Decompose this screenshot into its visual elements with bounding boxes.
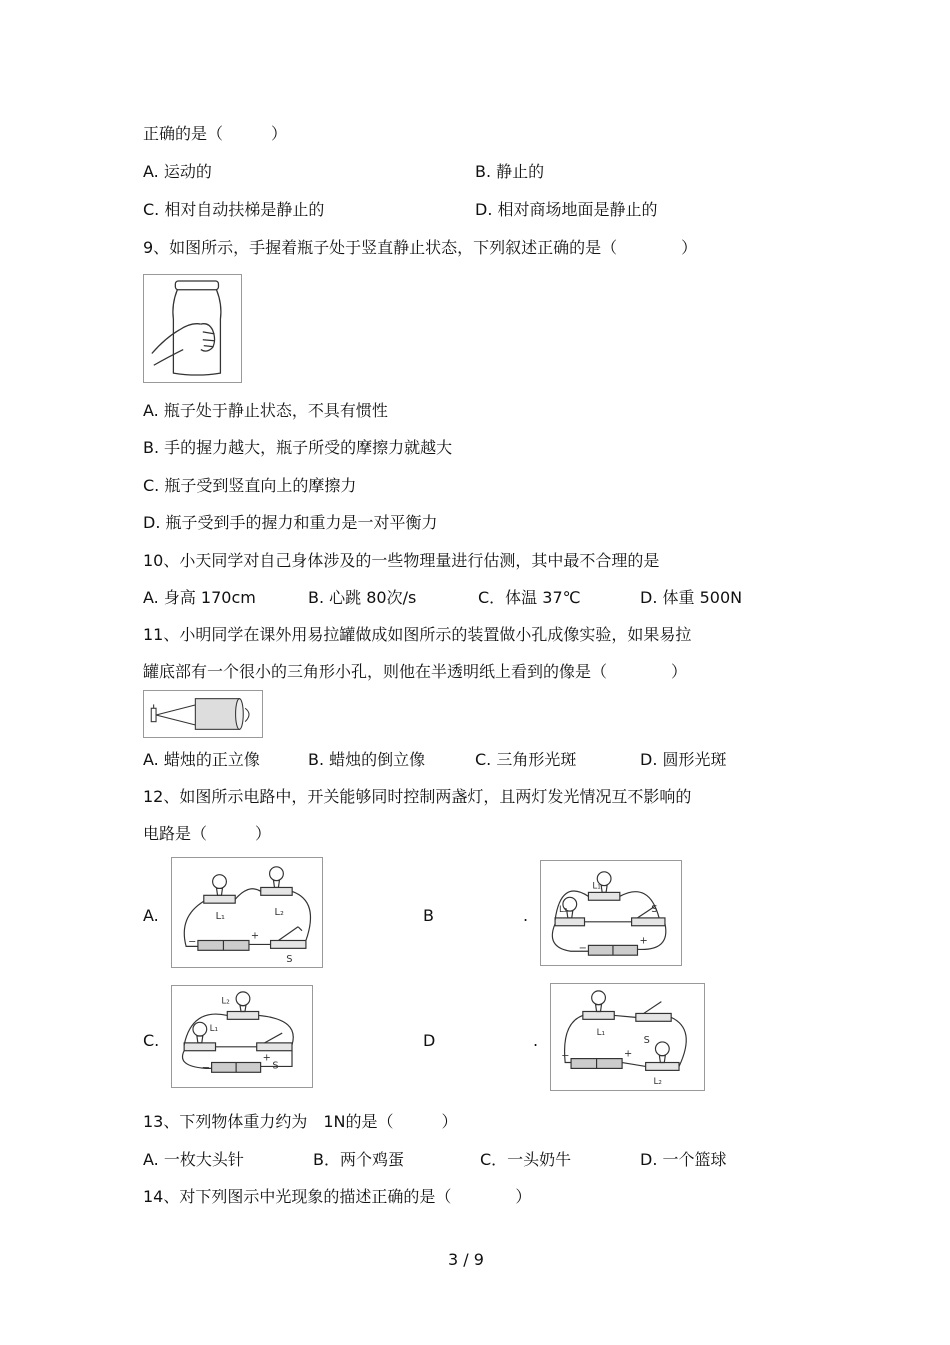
q9-option-a: A. 瓶子处于静止状态，不具有惯性 <box>143 401 388 420</box>
circuit-a-figure <box>171 857 323 968</box>
q13-option-c: C．一头奶牛 <box>480 1150 572 1169</box>
circuit-c-label-l2: L₂ <box>221 996 230 1007</box>
circuit-b-plus: + <box>639 935 648 947</box>
q9-option-c: C. 瓶子受到竖直向上的摩擦力 <box>143 476 357 495</box>
q8-option-c: C. 相对自动扶梯是静止的 <box>143 200 325 219</box>
circuit-d-figure <box>550 983 705 1091</box>
q11-stem-line1: 11、小明同学在课外用易拉罐做成如图所示的装置做小孔成像实验，如果易拉 <box>143 625 692 644</box>
circuit-d-minus: − <box>561 1050 570 1062</box>
q12-label-d: D <box>423 1031 436 1050</box>
q9-stem: 9、如图所示，手握着瓶子处于竖直静止状态，下列叙述正确的是（ ） <box>143 238 698 257</box>
q8-option-d: D. 相对商场地面是静止的 <box>475 200 658 219</box>
q11-stem-line2: 罐底部有一个很小的三角形小孔，则他在半透明纸上看到的像是（ ） <box>143 662 688 681</box>
circuit-b-label-l1: L₁ <box>592 881 601 892</box>
q9-option-b: B. 手的握力越大，瓶子所受的摩擦力就越大 <box>143 438 453 457</box>
q13-option-d: D. 一个篮球 <box>640 1150 727 1169</box>
circuit-b-label-l2: L₂ <box>559 905 568 916</box>
q11-option-d: D. 圆形光斑 <box>640 750 727 769</box>
q9-option-d: D. 瓶子受到手的握力和重力是一对平衡力 <box>143 513 438 532</box>
circuit-b-label-s: S <box>651 904 658 916</box>
q8-option-b: B. 静止的 <box>475 162 545 181</box>
pinhole-can-figure <box>143 690 263 738</box>
q12-label-b-dot: . <box>523 906 529 925</box>
circuit-a-label-s: S <box>286 954 293 966</box>
q13-stem: 13、下列物体重力约为 1N的是（ ） <box>143 1112 458 1131</box>
q10-option-c: C．体温 37℃ <box>478 588 581 607</box>
q11-option-c: C. 三角形光斑 <box>475 750 577 769</box>
circuit-d-plus: + <box>624 1048 633 1060</box>
q14-stem: 14、对下列图示中光现象的描述正确的是（ ） <box>143 1187 532 1206</box>
circuit-d-label-l1: L₁ <box>596 1028 606 1039</box>
circuit-c-figure <box>171 985 313 1088</box>
page-number: 3 / 9 <box>448 1250 484 1269</box>
q10-option-b: B. 心跳 80次/s <box>308 588 417 607</box>
q10-stem: 10、小天同学对自己身体涉及的一些物理量进行估测，其中最不合理的是 <box>143 551 660 570</box>
circuit-c-label-l1: L₁ <box>209 1024 219 1035</box>
circuit-d-label-s: S <box>643 1034 650 1046</box>
circuit-c-plus: + <box>262 1052 271 1064</box>
circuit-a-plus: + <box>250 930 260 942</box>
q12-label-c: C. <box>143 1031 160 1050</box>
circuit-d-label-l2: L₂ <box>653 1077 662 1088</box>
circuit-a-label-l1: L₁ <box>215 910 225 922</box>
q8-stem-tail: 正确的是（ ） <box>143 124 288 143</box>
q10-option-a: A. 身高 170cm <box>143 588 256 607</box>
q11-option-b: B. 蜡烛的倒立像 <box>308 750 426 769</box>
q10-option-d: D. 体重 500N <box>640 588 743 607</box>
q12-label-b: B <box>423 906 434 925</box>
q12-stem-line1: 12、如图所示电路中，开关能够同时控制两盏灯，且两灯发光情况互不影响的 <box>143 787 692 806</box>
circuit-a-minus: − <box>188 936 197 948</box>
q12-stem-line2: 电路是（ ） <box>143 824 272 843</box>
circuit-b-minus: − <box>578 943 587 955</box>
circuit-a-label-l2: L₂ <box>274 906 284 918</box>
circuit-c-label-s: S <box>272 1060 279 1072</box>
q11-option-a: A. 蜡烛的正立像 <box>143 750 260 769</box>
q12-label-a: A. <box>143 906 159 925</box>
q8-option-a: A. 运动的 <box>143 162 212 181</box>
q13-option-a: A. 一枚大头针 <box>143 1150 244 1169</box>
circuit-c-minus: − <box>201 1062 211 1074</box>
circuit-b-figure <box>540 860 682 966</box>
bottle-hand-figure <box>143 274 242 383</box>
q13-option-b: B．两个鸡蛋 <box>313 1150 404 1169</box>
q12-label-d-dot: . <box>533 1031 539 1050</box>
